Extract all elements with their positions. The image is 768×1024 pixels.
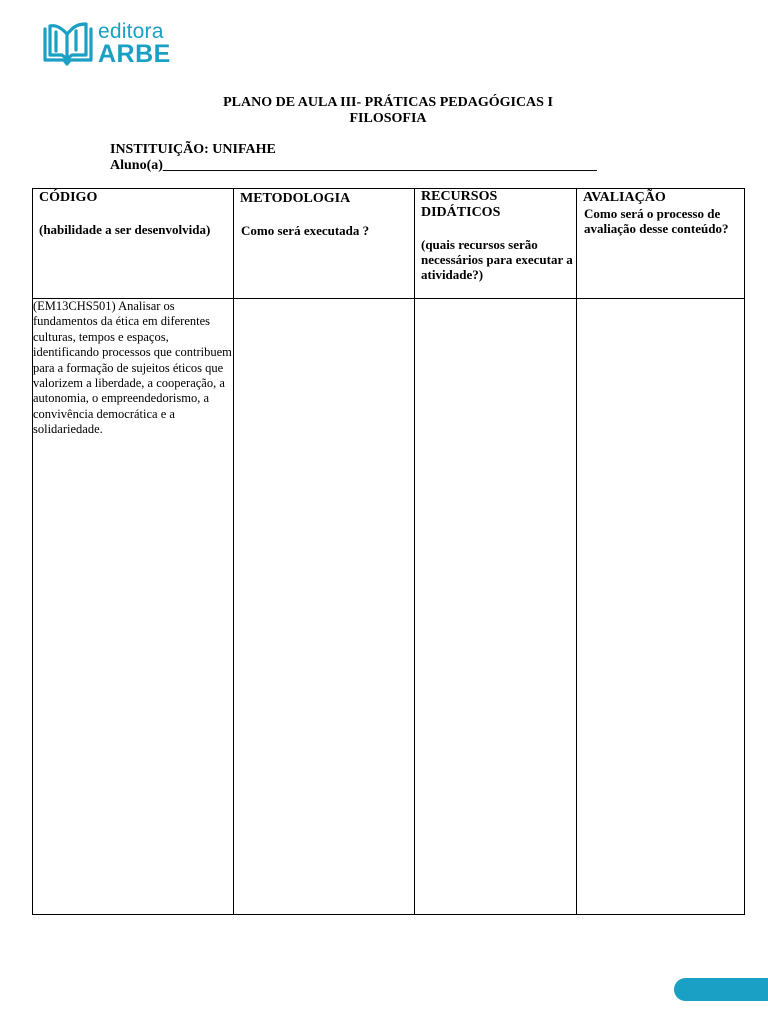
table-header-row bbox=[33, 189, 745, 299]
skill-cell bbox=[33, 299, 234, 915]
editora-arbe-logo bbox=[42, 18, 182, 70]
column-subtitle: (habilidade a ser desenvolvida) bbox=[39, 222, 211, 237]
header-cell-avaliacao bbox=[577, 189, 745, 299]
header-cell-codigo bbox=[33, 189, 234, 299]
resources-cell[interactable] bbox=[415, 299, 577, 915]
document-title: PLANO DE AULA III- PRÁTICAS PEDAGÓGICAS I bbox=[223, 95, 553, 110]
table-row bbox=[33, 299, 745, 915]
methodology-cell[interactable] bbox=[234, 299, 415, 915]
open-book-icon bbox=[42, 20, 94, 66]
student-name-line[interactable]: Aluno(a)______________________________________________________________ bbox=[110, 158, 597, 173]
brand-name-line1: editora bbox=[98, 20, 164, 43]
skill-text: (EM13CHS501) Analisar os fundamentos da ética em diferentes culturas, tempos e espaços, identificando processos que contribuem para a formação de sujeitos éticos que valorizem a liberdade, a cooperação, a autonomia, o empreendedorismo, a convivência democrática e a solidariedade. bbox=[33, 299, 232, 437]
lesson-plan-table bbox=[32, 188, 745, 915]
document-subject: FILOSOFIA bbox=[349, 111, 427, 126]
page-tab bbox=[674, 978, 768, 1001]
column-subtitle: Como será o processo de avaliação desse conteúdo? bbox=[584, 206, 729, 236]
column-title: METODOLOGIA bbox=[240, 191, 351, 206]
column-subtitle: (quais recursos serão necessários para executar a atividade?) bbox=[421, 237, 573, 282]
column-subtitle: Como será executada ? bbox=[241, 223, 370, 238]
column-title: CÓDIGO bbox=[39, 190, 98, 205]
brand-name-line2: ARBE bbox=[98, 40, 171, 68]
evaluation-cell[interactable] bbox=[577, 299, 745, 915]
header-cell-metodologia bbox=[234, 189, 415, 299]
column-title: RECURSOS DIDÁTICOS bbox=[421, 189, 501, 220]
header-cell-recursos bbox=[415, 189, 577, 299]
institution-line: INSTITUIÇÃO: UNIFAHE bbox=[110, 142, 276, 157]
column-title: AVALIAÇÃO bbox=[583, 190, 666, 205]
